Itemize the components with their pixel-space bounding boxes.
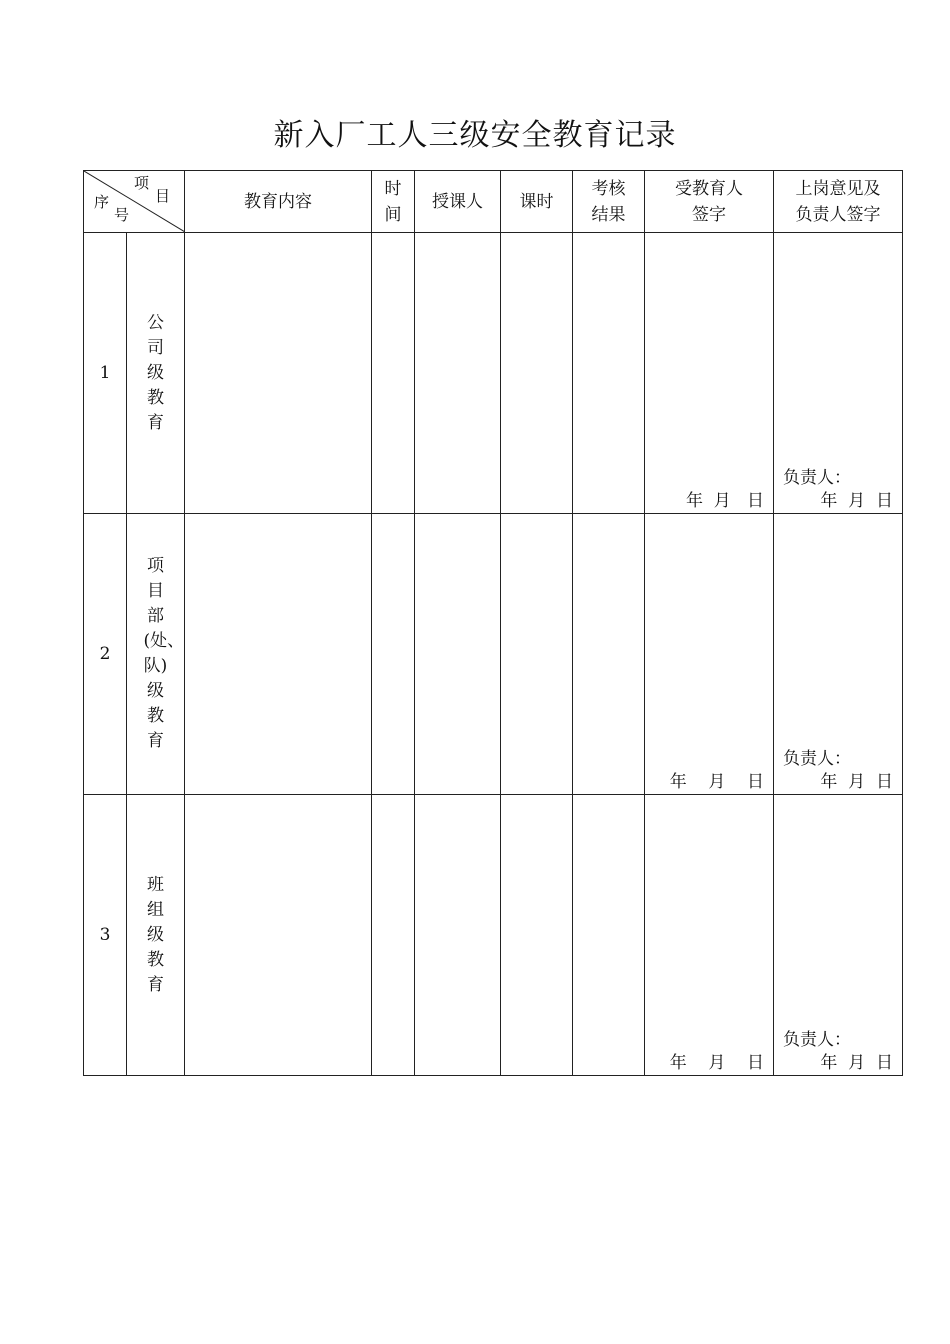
table-row [84,233,903,514]
education-level: 班组级教育 [127,795,185,1076]
header-row [84,171,903,233]
responsible-date: 年 月 日 [820,491,893,511]
hours-cell[interactable] [501,233,573,514]
document-title: 新入厂工人三级安全教育记录 [273,118,677,153]
hours-cell[interactable] [501,514,573,795]
header-item-char-1: 项 [134,174,150,192]
trainee-date: 年 月 日 [685,491,764,511]
responsible-signature-cell[interactable] [774,795,903,1076]
hours-cell[interactable] [501,795,573,1076]
header-opinion-signature: 上岗意见及 负责人签字 [774,171,903,233]
header-time: 时 间 [372,171,415,233]
content-cell[interactable] [185,233,372,514]
exam-result-cell[interactable] [573,795,645,1076]
responsible-signature-cell[interactable] [774,233,903,514]
time-cell[interactable] [372,233,415,514]
row-number: 2 [84,514,127,795]
content-cell[interactable] [185,795,372,1076]
trainee-date: 年 月 日 [669,1053,764,1073]
responsible-label: 负责人： [783,468,851,488]
education-record-table [83,170,903,1076]
responsible-signature-cell[interactable] [774,514,903,795]
header-content: 教育内容 [185,171,372,233]
table-row [84,514,903,795]
trainee-signature-cell[interactable] [645,514,774,795]
header-hours: 课时 [501,171,573,233]
table-row [84,795,903,1076]
responsible-date: 年 月 日 [820,772,893,792]
header-lecturer: 授课人 [415,171,501,233]
trainee-signature-cell[interactable] [645,795,774,1076]
row-number: 3 [84,795,127,1076]
trainee-date: 年 月 日 [669,772,764,792]
header-trainee-signature: 受教育人 签字 [645,171,774,233]
lecturer-cell[interactable] [415,514,501,795]
responsible-date: 年 月 日 [820,1053,893,1073]
education-level: 项目部(处、队)级教育 [127,514,185,795]
content-cell[interactable] [185,514,372,795]
header-seq-char-1: 序 [94,193,110,211]
exam-result-cell[interactable] [573,233,645,514]
exam-result-cell[interactable] [573,514,645,795]
time-cell[interactable] [372,795,415,1076]
row-number: 1 [84,233,127,514]
lecturer-cell[interactable] [415,233,501,514]
responsible-label: 负责人： [783,749,851,769]
header-seq-char-2: 号 [114,206,130,224]
trainee-signature-cell[interactable] [645,233,774,514]
diagonal-header-cell [84,171,185,233]
responsible-label: 负责人： [783,1030,851,1050]
education-level: 公司级教育 [127,233,185,514]
lecturer-cell[interactable] [415,795,501,1076]
time-cell[interactable] [372,514,415,795]
header-item-char-2: 目 [155,187,171,205]
header-exam-result: 考核 结果 [573,171,645,233]
